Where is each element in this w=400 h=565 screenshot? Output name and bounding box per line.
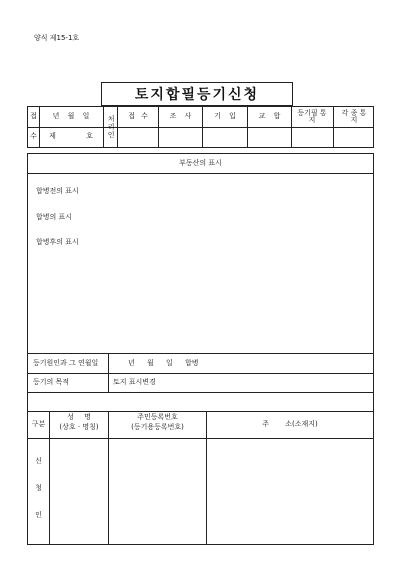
step-completion-notice: 등기필 통 지	[297, 108, 327, 124]
name-header: 성 명	[67, 413, 91, 422]
property-header: 부동산의 표시	[179, 158, 222, 167]
cause-label: 등기원인과 그 연월일	[33, 359, 99, 367]
form-divider	[28, 373, 373, 374]
reception-label: 접	[30, 112, 37, 121]
number-label: 수	[30, 132, 37, 141]
form-divider	[28, 392, 373, 393]
id-subheader: (등기용등록번호)	[131, 423, 184, 432]
title-box	[101, 82, 293, 106]
applicant-label-2: 청	[35, 484, 42, 493]
address-header: 주 소(소재지)	[262, 419, 318, 428]
step-reception: 접 수	[128, 112, 148, 121]
form-divider	[108, 353, 109, 373]
after-merge-label: 합병후의 표시	[36, 238, 79, 246]
form-divider	[28, 353, 373, 354]
step-various-notice: 각 종 통 지	[341, 108, 367, 124]
main-form	[27, 153, 374, 545]
applicant-label-3: 인	[35, 511, 42, 520]
cause-value: 년 월 일 합병	[128, 359, 199, 367]
step-inspection: 조 사	[169, 112, 192, 121]
number-value: 제 호	[49, 132, 93, 141]
before-merge-label: 합병전의 표시	[36, 187, 79, 195]
form-divider	[28, 438, 373, 439]
form-divider	[108, 373, 109, 392]
id-header: 주민등록번호	[137, 413, 178, 422]
purpose-value: 토지 표시변경	[113, 378, 156, 386]
name-subheader: (상호 · 명칭)	[59, 423, 99, 432]
processor-label: 처리인	[107, 115, 116, 139]
form-number: 양식 제15-1호	[34, 34, 80, 42]
step-entry: 기 입	[214, 112, 236, 121]
receipt-divider	[117, 127, 373, 128]
receipt-table	[27, 106, 374, 148]
division-header: 구분	[31, 419, 46, 428]
step-collation: 교 합	[258, 112, 281, 121]
merged-label: 합병의 표시	[36, 213, 73, 221]
form-divider	[28, 173, 373, 174]
reception-date-label: 년 월 일	[52, 112, 90, 121]
form-title: 토지합필등기신청	[134, 87, 260, 103]
purpose-label: 등기의 목적	[33, 378, 70, 386]
applicant-label-1: 신	[35, 457, 42, 466]
